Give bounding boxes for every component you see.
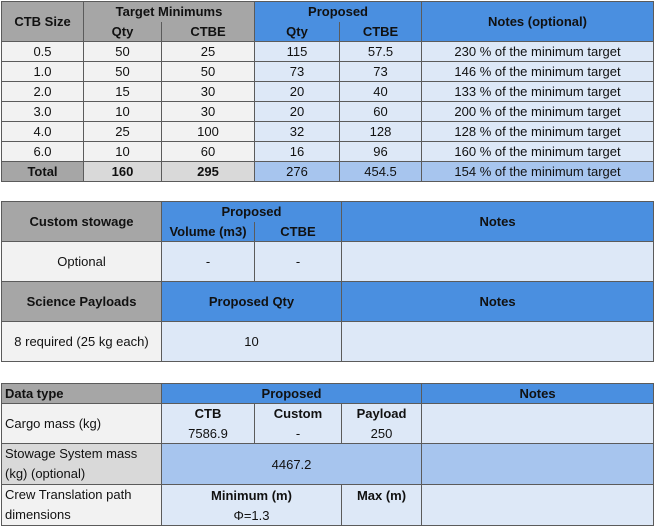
table-row [2, 122, 654, 142]
data-notes-header: Notes [422, 384, 654, 404]
table-row [2, 242, 654, 282]
optional-label: Optional [2, 242, 162, 282]
target-qty-cell: 15 [84, 82, 162, 102]
proposed-ctbe-cell: 60 [340, 102, 422, 122]
payload-required-label: 8 required (25 kg each) [2, 322, 162, 362]
data-type-table [1, 383, 654, 526]
stowage-ctbe-value: - [255, 242, 342, 282]
crew-translation-label [2, 485, 162, 526]
target-ctbe-cell: 30 [162, 82, 255, 102]
table-row [2, 142, 654, 162]
header-target-ctbe: CTBE [162, 22, 255, 42]
target-ctbe-cell: 25 [162, 42, 255, 62]
minimum-value: Φ=1.3 [162, 505, 342, 526]
custom-header: Custom [255, 404, 342, 424]
note-cell: 133 % of the minimum target [422, 82, 654, 102]
table-row [2, 322, 654, 362]
header-proposed-ctbe: CTBE [340, 22, 422, 42]
stowage-proposed-header: Proposed [162, 202, 342, 222]
proposed-qty-cell: 115 [255, 42, 340, 62]
total-note: 154 % of the minimum target [422, 162, 654, 182]
table-row [2, 42, 654, 62]
payload-qty-value: 10 [162, 322, 342, 362]
proposed-ctbe-cell: 96 [340, 142, 422, 162]
total-proposed-qty: 276 [255, 162, 340, 182]
stowage-mass-note [422, 444, 654, 485]
total-target-ctbe: 295 [162, 162, 255, 182]
total-label: Total [2, 162, 84, 182]
minimum-header: Minimum (m) [162, 485, 342, 506]
crew-note-value [422, 485, 654, 526]
max-value [342, 505, 422, 526]
payload-note-value [342, 322, 654, 362]
table-row [2, 62, 654, 82]
table-row [2, 82, 654, 102]
stowage-ctbe-header: CTBE [255, 222, 342, 242]
proposed-qty-header: Proposed Qty [162, 282, 342, 322]
stowage-mass-label-line2: (kg) (optional) [5, 466, 86, 481]
custom-stowage-header: Custom stowage [2, 202, 162, 242]
volume-value: - [162, 242, 255, 282]
target-qty-cell: 25 [84, 122, 162, 142]
header-ctb-size: CTB Size [2, 2, 84, 42]
table-row [2, 102, 654, 122]
ctb-size-cell: 2.0 [2, 82, 84, 102]
crew-translation-label-line2: dimensions [5, 507, 71, 522]
target-ctbe-cell: 100 [162, 122, 255, 142]
payload-notes-header: Notes [342, 282, 654, 322]
stowage-mass-label-line1: Stowage System mass [5, 446, 138, 461]
stowage-table [1, 201, 654, 362]
ctb-mass-value: 7586.9 [162, 424, 255, 444]
stowage-note-value [342, 242, 654, 282]
proposed-ctbe-cell: 128 [340, 122, 422, 142]
science-payloads-header: Science Payloads [2, 282, 162, 322]
proposed-qty-cell: 20 [255, 82, 340, 102]
target-ctbe-cell: 50 [162, 62, 255, 82]
proposed-qty-cell: 20 [255, 102, 340, 122]
header-target-minimums: Target Minimums [84, 2, 255, 22]
proposed-ctbe-cell: 40 [340, 82, 422, 102]
proposed-ctbe-cell: 73 [340, 62, 422, 82]
target-ctbe-cell: 60 [162, 142, 255, 162]
data-proposed-header: Proposed [162, 384, 422, 404]
proposed-qty-cell: 16 [255, 142, 340, 162]
proposed-qty-cell: 32 [255, 122, 340, 142]
target-qty-cell: 10 [84, 142, 162, 162]
header-proposed: Proposed [255, 2, 422, 22]
total-proposed-ctbe: 454.5 [340, 162, 422, 182]
stowage-mass-label [2, 444, 162, 485]
volume-header: Volume (m3) [162, 222, 255, 242]
proposed-ctbe-cell: 57.5 [340, 42, 422, 62]
target-ctbe-cell: 30 [162, 102, 255, 122]
max-header: Max (m) [342, 485, 422, 506]
ctb-size-cell: 6.0 [2, 142, 84, 162]
stowage-mass-value: 4467.2 [162, 444, 422, 485]
note-cell: 200 % of the minimum target [422, 102, 654, 122]
custom-mass-value: - [255, 424, 342, 444]
crew-translation-label-line1: Crew Translation path [5, 487, 132, 502]
cargo-note-value [422, 404, 654, 444]
ctb-size-cell: 4.0 [2, 122, 84, 142]
target-qty-cell: 10 [84, 102, 162, 122]
ctb-size-cell: 3.0 [2, 102, 84, 122]
note-cell: 146 % of the minimum target [422, 62, 654, 82]
header-notes: Notes (optional) [422, 2, 654, 42]
payload-mass-value: 250 [342, 424, 422, 444]
note-cell: 160 % of the minimum target [422, 142, 654, 162]
cargo-mass-label: Cargo mass (kg) [2, 404, 162, 444]
total-target-qty: 160 [84, 162, 162, 182]
target-qty-cell: 50 [84, 62, 162, 82]
note-cell: 230 % of the minimum target [422, 42, 654, 62]
header-target-qty: Qty [84, 22, 162, 42]
ctb-size-cell: 1.0 [2, 62, 84, 82]
ctb-size-cell: 0.5 [2, 42, 84, 62]
payload-header: Payload [342, 404, 422, 424]
target-qty-cell: 50 [84, 42, 162, 62]
ctb-header: CTB [162, 404, 255, 424]
header-proposed-qty: Qty [255, 22, 340, 42]
proposed-qty-cell: 73 [255, 62, 340, 82]
data-type-header: Data type [2, 384, 162, 404]
note-cell: 128 % of the minimum target [422, 122, 654, 142]
ctb-table [1, 1, 654, 182]
total-row [2, 162, 654, 182]
stowage-notes-header: Notes [342, 202, 654, 242]
